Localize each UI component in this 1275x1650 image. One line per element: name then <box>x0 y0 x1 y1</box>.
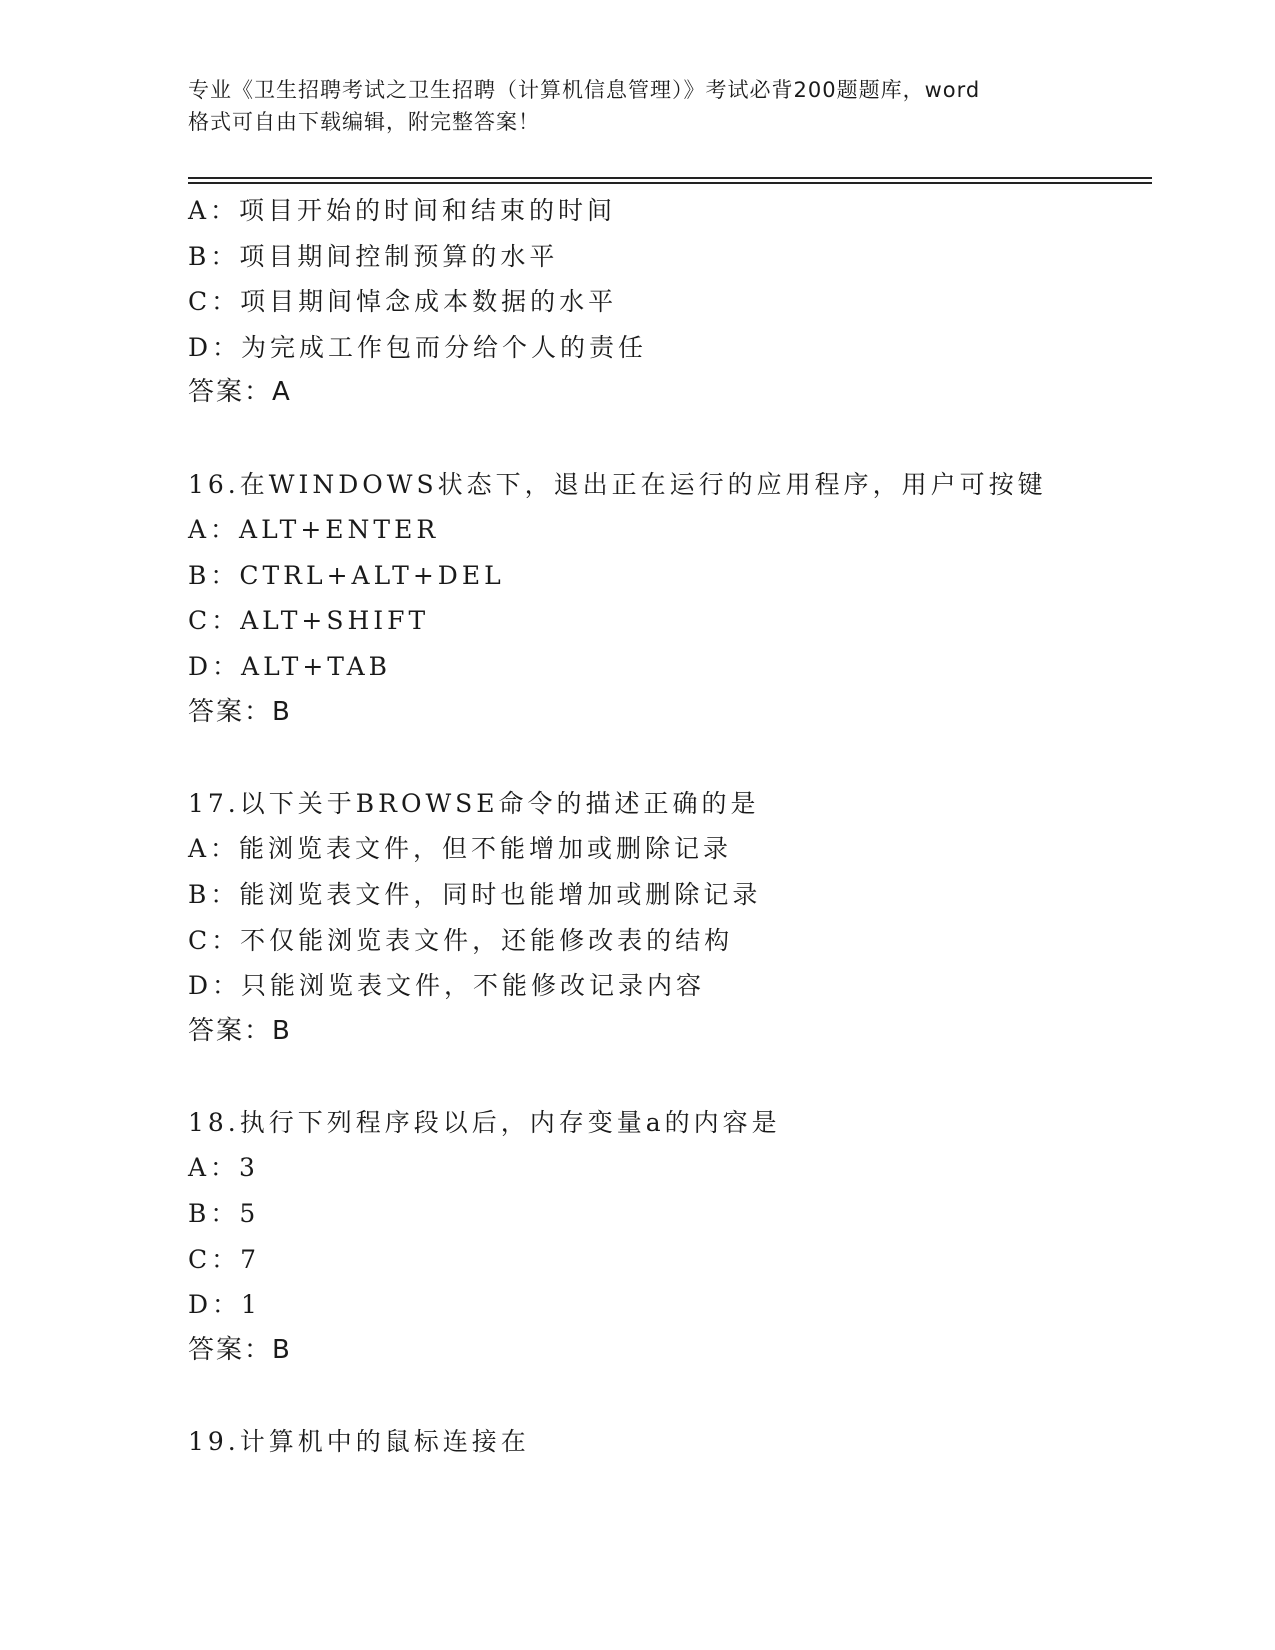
option-c: C：ALT+SHIFT <box>188 606 430 636</box>
option-a: A：项目开始的时间和结束的时间 <box>188 196 617 225</box>
question-15-continued <box>188 188 1148 416</box>
header-line-1: 专业《卫生招聘考试之卫生招聘（计算机信息管理）》考试必背200题题库，word <box>188 78 981 102</box>
option-b: B：项目期间控制预算的水平 <box>188 241 559 271</box>
question-16 <box>188 462 1148 736</box>
option-b: B：5 <box>188 1199 260 1229</box>
option-b: B：能浏览表文件，同时也能增加或删除记录 <box>188 879 762 909</box>
answer-line: 答案：A <box>188 377 292 408</box>
answer-line: 答案：B <box>188 1015 292 1046</box>
answer-line: 答案：B <box>188 696 292 727</box>
header-rule-top <box>188 177 1152 179</box>
question-stem: 19.计算机中的鼠标连接在 <box>188 1427 530 1457</box>
document-header <box>188 74 1088 138</box>
option-b: B：CTRL+ALT+DEL <box>188 560 505 590</box>
header-rule-bottom <box>188 182 1152 184</box>
question-spacer <box>188 735 1148 781</box>
question-spacer <box>188 416 1148 462</box>
question-17 <box>188 781 1148 1055</box>
option-c: C：7 <box>188 1244 261 1274</box>
option-a: A：3 <box>188 1153 259 1183</box>
option-c: C：不仅能浏览表文件，还能修改表的结构 <box>188 925 734 955</box>
question-stem: 18.执行下列程序段以后，内存变量a的内容是 <box>188 1107 781 1137</box>
option-d: D：ALT+TAB <box>188 651 392 681</box>
answer-line: 答案：B <box>188 1334 292 1365</box>
option-d: D：为完成工作包而分给个人的责任 <box>188 332 648 362</box>
question-spacer <box>188 1054 1148 1100</box>
question-list <box>188 188 1148 1465</box>
question-18 <box>188 1100 1148 1374</box>
question-stem: 16.在WINDOWS状态下，退出正在运行的应用程序，用户可按键 <box>188 469 1047 499</box>
option-a: A：能浏览表文件，但不能增加或删除记录 <box>188 834 733 864</box>
option-d: D：1 <box>188 1290 261 1320</box>
option-a: A：ALT+ENTER <box>188 515 440 545</box>
question-stem: 17.以下关于BROWSE命令的描述正确的是 <box>188 788 760 818</box>
question-spacer <box>188 1373 1148 1419</box>
option-c: C：项目期间悼念成本数据的水平 <box>188 287 618 317</box>
option-d: D：只能浏览表文件，不能修改记录内容 <box>188 971 706 1001</box>
header-line-2: 格式可自由下载编辑，附完整答案！ <box>188 110 540 134</box>
question-19 <box>188 1419 1148 1465</box>
